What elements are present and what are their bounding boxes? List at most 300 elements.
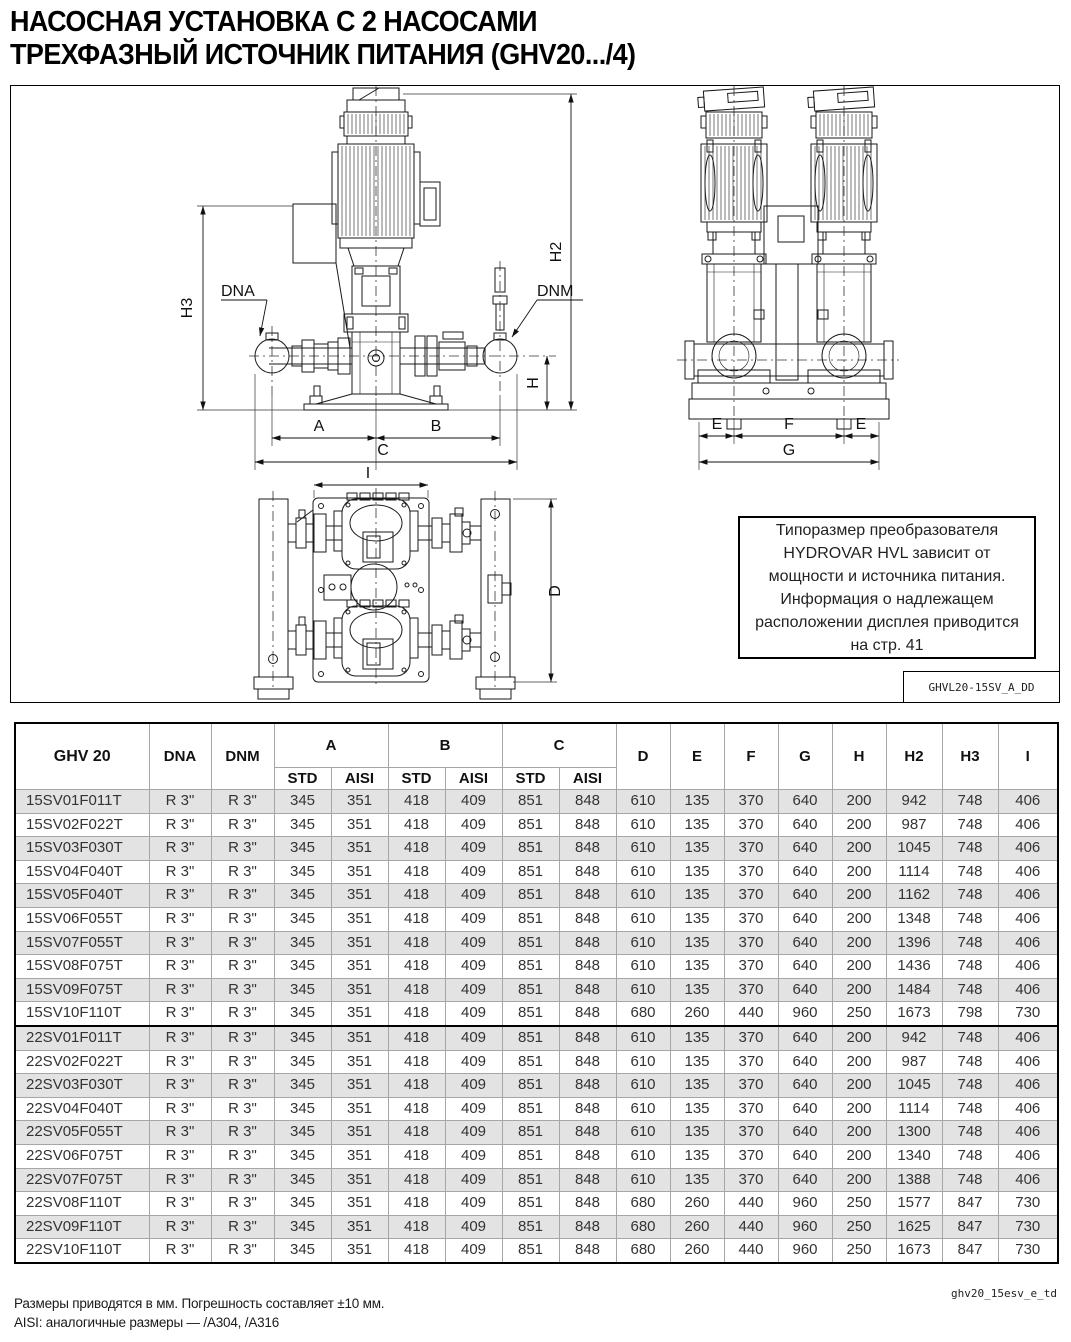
value-cell: 135 xyxy=(670,884,724,908)
value-cell: 351 xyxy=(331,860,388,884)
value-cell: 409 xyxy=(445,1097,502,1121)
value-cell: 345 xyxy=(274,1168,331,1192)
value-cell: 1388 xyxy=(886,1168,942,1192)
table-row xyxy=(15,1168,1058,1192)
value-cell: 1162 xyxy=(886,884,942,908)
value-cell: 351 xyxy=(331,790,388,814)
value-cell: 418 xyxy=(388,1144,445,1168)
table-row xyxy=(15,837,1058,861)
value-cell: 848 xyxy=(559,931,616,955)
model-cell: 22SV01F011T xyxy=(15,1026,149,1050)
value-cell: 345 xyxy=(274,1074,331,1098)
top-view xyxy=(254,488,515,699)
hydrovar-note-text: Типоразмер преобразователя HYDROVAR HVL зависит от мощности и источника питания. Информация о надлежащем расположении дисплея приводится на стр. 41 xyxy=(755,521,1019,654)
value-cell: 409 xyxy=(445,790,502,814)
value-cell: 1045 xyxy=(886,1074,942,1098)
value-cell: 848 xyxy=(559,978,616,1002)
table-row xyxy=(15,1121,1058,1145)
value-cell: 370 xyxy=(724,860,778,884)
value-cell: 135 xyxy=(670,1074,724,1098)
col-header-h: H xyxy=(832,723,886,790)
value-cell: 848 xyxy=(559,837,616,861)
value-cell: 345 xyxy=(274,1239,331,1263)
value-cell: 730 xyxy=(998,1239,1058,1263)
value-cell: 847 xyxy=(942,1215,998,1239)
value-cell: 135 xyxy=(670,978,724,1002)
value-cell: 851 xyxy=(502,1121,559,1145)
front-view-dimensions xyxy=(179,94,583,470)
dim-label-a: A xyxy=(313,418,325,435)
value-cell: 848 xyxy=(559,1239,616,1263)
value-cell: 409 xyxy=(445,1026,502,1050)
value-cell: 409 xyxy=(445,860,502,884)
value-cell: R 3" xyxy=(211,1074,274,1098)
value-cell: 370 xyxy=(724,813,778,837)
value-cell: 610 xyxy=(616,1121,670,1145)
dim-label-h: H xyxy=(525,377,542,389)
value-cell: 200 xyxy=(832,1026,886,1050)
value-cell: 610 xyxy=(616,1026,670,1050)
value-cell: 1348 xyxy=(886,907,942,931)
value-cell: 200 xyxy=(832,837,886,861)
model-cell: 22SV02F022T xyxy=(15,1050,149,1074)
value-cell: 409 xyxy=(445,1239,502,1263)
model-cell: 22SV09F110T xyxy=(15,1215,149,1239)
table-row xyxy=(15,790,1058,814)
value-cell: 345 xyxy=(274,813,331,837)
dim-label-h3: H3 xyxy=(179,297,196,319)
value-cell: 200 xyxy=(832,1050,886,1074)
value-cell: 960 xyxy=(778,1002,832,1026)
value-cell: 351 xyxy=(331,837,388,861)
value-cell: 748 xyxy=(942,1121,998,1145)
value-cell: R 3" xyxy=(149,1144,211,1168)
value-cell: 345 xyxy=(274,1192,331,1216)
value-cell: 406 xyxy=(998,860,1058,884)
value-cell: 406 xyxy=(998,837,1058,861)
value-cell: 200 xyxy=(832,1144,886,1168)
value-cell: R 3" xyxy=(211,837,274,861)
document-code: ghv20_15esv_e_td xyxy=(951,1287,1057,1300)
value-cell: 200 xyxy=(832,1097,886,1121)
value-cell: 640 xyxy=(778,837,832,861)
table-row xyxy=(15,907,1058,931)
value-cell: 345 xyxy=(274,837,331,861)
value-cell: 1577 xyxy=(886,1192,942,1216)
model-cell: 15SV01F011T xyxy=(15,790,149,814)
value-cell: 847 xyxy=(942,1192,998,1216)
value-cell: 610 xyxy=(616,860,670,884)
value-cell: 640 xyxy=(778,907,832,931)
value-cell: 748 xyxy=(942,790,998,814)
value-cell: 351 xyxy=(331,813,388,837)
value-cell: 200 xyxy=(832,931,886,955)
value-cell: 345 xyxy=(274,884,331,908)
dim-label-c: C xyxy=(377,442,389,459)
value-cell: 351 xyxy=(331,978,388,1002)
table-row xyxy=(15,860,1058,884)
value-cell: 748 xyxy=(942,813,998,837)
value-cell: 250 xyxy=(832,1215,886,1239)
value-cell: 851 xyxy=(502,978,559,1002)
value-cell: 351 xyxy=(331,1168,388,1192)
model-cell: 15SV03F030T xyxy=(15,837,149,861)
value-cell: 640 xyxy=(778,790,832,814)
value-cell: 351 xyxy=(331,907,388,931)
value-cell: 409 xyxy=(445,1192,502,1216)
technical-drawing xyxy=(10,85,1060,703)
value-cell: 351 xyxy=(331,1002,388,1026)
value-cell: 960 xyxy=(778,1192,832,1216)
value-cell: 418 xyxy=(388,1168,445,1192)
value-cell: 748 xyxy=(942,1050,998,1074)
value-cell: 1484 xyxy=(886,978,942,1002)
value-cell: 406 xyxy=(998,978,1058,1002)
dim-label-b: B xyxy=(430,418,442,435)
value-cell: R 3" xyxy=(211,884,274,908)
footer-note-aisi: AISI: аналогичные размеры — /A304, /A316 xyxy=(14,1315,280,1330)
value-cell: R 3" xyxy=(211,1121,274,1145)
value-cell: 135 xyxy=(670,907,724,931)
subheader-c-aisi: AISI xyxy=(559,768,616,790)
value-cell: 409 xyxy=(445,955,502,979)
value-cell: R 3" xyxy=(149,1026,211,1050)
col-header-model: GHV 20 xyxy=(15,723,149,790)
value-cell: 748 xyxy=(942,1074,998,1098)
value-cell: 200 xyxy=(832,860,886,884)
value-cell: 942 xyxy=(886,790,942,814)
value-cell: 370 xyxy=(724,1144,778,1168)
value-cell: 942 xyxy=(886,1026,942,1050)
value-cell: 406 xyxy=(998,790,1058,814)
col-group-c: C xyxy=(502,723,616,768)
value-cell: 610 xyxy=(616,1144,670,1168)
value-cell: 610 xyxy=(616,978,670,1002)
value-cell: 409 xyxy=(445,931,502,955)
value-cell: R 3" xyxy=(149,1168,211,1192)
value-cell: 1114 xyxy=(886,1097,942,1121)
value-cell: 851 xyxy=(502,1144,559,1168)
value-cell: 851 xyxy=(502,1002,559,1026)
value-cell: R 3" xyxy=(149,813,211,837)
col-header-e: E xyxy=(670,723,724,790)
value-cell: R 3" xyxy=(211,907,274,931)
value-cell: 370 xyxy=(724,790,778,814)
value-cell: R 3" xyxy=(211,860,274,884)
value-cell: R 3" xyxy=(211,1097,274,1121)
value-cell: 409 xyxy=(445,1215,502,1239)
value-cell: 135 xyxy=(670,931,724,955)
value-cell: 851 xyxy=(502,931,559,955)
value-cell: 409 xyxy=(445,1121,502,1145)
value-cell: 848 xyxy=(559,790,616,814)
value-cell: 370 xyxy=(724,907,778,931)
model-cell: 15SV04F040T xyxy=(15,860,149,884)
value-cell: R 3" xyxy=(211,931,274,955)
value-cell: 418 xyxy=(388,1026,445,1050)
model-cell: 15SV07F055T xyxy=(15,931,149,955)
page-title xyxy=(10,6,635,72)
value-cell: 798 xyxy=(942,1002,998,1026)
value-cell: 610 xyxy=(616,907,670,931)
table-row xyxy=(15,1002,1058,1026)
value-cell: R 3" xyxy=(211,978,274,1002)
value-cell: 345 xyxy=(274,790,331,814)
value-cell: R 3" xyxy=(211,790,274,814)
value-cell: 640 xyxy=(778,1097,832,1121)
value-cell: 351 xyxy=(331,931,388,955)
value-cell: 960 xyxy=(778,1215,832,1239)
value-cell: 418 xyxy=(388,1192,445,1216)
value-cell: R 3" xyxy=(149,1121,211,1145)
value-cell: 418 xyxy=(388,884,445,908)
hydrovar-note-box xyxy=(738,516,1036,659)
value-cell: 610 xyxy=(616,1074,670,1098)
value-cell: 406 xyxy=(998,813,1058,837)
value-cell: 640 xyxy=(778,1074,832,1098)
value-cell: 851 xyxy=(502,837,559,861)
value-cell: 610 xyxy=(616,884,670,908)
value-cell: 418 xyxy=(388,955,445,979)
model-cell: 22SV10F110T xyxy=(15,1239,149,1263)
value-cell: 409 xyxy=(445,1050,502,1074)
model-cell: 15SV02F022T xyxy=(15,813,149,837)
value-cell: 610 xyxy=(616,1168,670,1192)
value-cell: 370 xyxy=(724,1026,778,1050)
value-cell: 748 xyxy=(942,1097,998,1121)
value-cell: 848 xyxy=(559,907,616,931)
value-cell: 640 xyxy=(778,813,832,837)
value-cell: 748 xyxy=(942,1026,998,1050)
value-cell: 351 xyxy=(331,884,388,908)
value-cell: 409 xyxy=(445,907,502,931)
value-cell: 1436 xyxy=(886,955,942,979)
value-cell: 848 xyxy=(559,1215,616,1239)
col-header-dna: DNA xyxy=(149,723,211,790)
page-title-line1: НАСОСНАЯ УСТАНОВКА С 2 НАСОСАМИ xyxy=(10,6,537,38)
value-cell: 851 xyxy=(502,1097,559,1121)
subheader-b-aisi: AISI xyxy=(445,768,502,790)
table-row xyxy=(15,1192,1058,1216)
value-cell: 851 xyxy=(502,907,559,931)
value-cell: 135 xyxy=(670,1168,724,1192)
value-cell: R 3" xyxy=(211,1239,274,1263)
subheader-b-std: STD xyxy=(388,768,445,790)
value-cell: 418 xyxy=(388,931,445,955)
dim-label-d: D xyxy=(547,585,564,597)
value-cell: 200 xyxy=(832,884,886,908)
value-cell: 848 xyxy=(559,884,616,908)
model-cell: 15SV08F075T xyxy=(15,955,149,979)
value-cell: 680 xyxy=(616,1192,670,1216)
value-cell: 851 xyxy=(502,1050,559,1074)
value-cell: 409 xyxy=(445,837,502,861)
value-cell: 640 xyxy=(778,1168,832,1192)
value-cell: 250 xyxy=(832,1192,886,1216)
value-cell: 406 xyxy=(998,1097,1058,1121)
table-row xyxy=(15,931,1058,955)
value-cell: R 3" xyxy=(149,1215,211,1239)
value-cell: 406 xyxy=(998,1050,1058,1074)
value-cell: R 3" xyxy=(149,860,211,884)
value-cell: 406 xyxy=(998,1144,1058,1168)
col-header-d: D xyxy=(616,723,670,790)
value-cell: R 3" xyxy=(211,1026,274,1050)
value-cell: 848 xyxy=(559,1144,616,1168)
value-cell: 351 xyxy=(331,1074,388,1098)
value-cell: 345 xyxy=(274,931,331,955)
value-cell: 851 xyxy=(502,813,559,837)
value-cell: 851 xyxy=(502,1192,559,1216)
value-cell: 418 xyxy=(388,837,445,861)
value-cell: 200 xyxy=(832,978,886,1002)
value-cell: 200 xyxy=(832,1168,886,1192)
value-cell: 418 xyxy=(388,860,445,884)
value-cell: 640 xyxy=(778,860,832,884)
value-cell: 135 xyxy=(670,790,724,814)
value-cell: 748 xyxy=(942,860,998,884)
dim-label-i: I xyxy=(365,465,371,482)
value-cell: 418 xyxy=(388,813,445,837)
model-cell: 22SV07F075T xyxy=(15,1168,149,1192)
model-cell: 15SV09F075T xyxy=(15,978,149,1002)
value-cell: 200 xyxy=(832,1121,886,1145)
value-cell: 848 xyxy=(559,1002,616,1026)
value-cell: 418 xyxy=(388,1215,445,1239)
value-cell: R 3" xyxy=(149,978,211,1002)
value-cell: 1673 xyxy=(886,1239,942,1263)
value-cell: 351 xyxy=(331,1215,388,1239)
value-cell: 440 xyxy=(724,1239,778,1263)
value-cell: 418 xyxy=(388,790,445,814)
col-header-h3: H3 xyxy=(942,723,998,790)
value-cell: R 3" xyxy=(149,955,211,979)
value-cell: 418 xyxy=(388,1097,445,1121)
value-cell: 610 xyxy=(616,931,670,955)
table-row xyxy=(15,1215,1058,1239)
dim-label-dna: DNA xyxy=(221,283,255,300)
value-cell: 345 xyxy=(274,860,331,884)
page-title-line2: ТРЕХФАЗНЫЙ ИСТОЧНИК ПИТАНИЯ (GHV20.../4) xyxy=(10,39,636,71)
value-cell: 610 xyxy=(616,790,670,814)
table-row xyxy=(15,1026,1058,1050)
value-cell: 851 xyxy=(502,1168,559,1192)
value-cell: 135 xyxy=(670,1026,724,1050)
value-cell: 409 xyxy=(445,1074,502,1098)
side-view xyxy=(677,86,899,429)
value-cell: 135 xyxy=(670,1050,724,1074)
value-cell: 848 xyxy=(559,813,616,837)
value-cell: 680 xyxy=(616,1215,670,1239)
table-row xyxy=(15,1074,1058,1098)
model-cell: 15SV05F040T xyxy=(15,884,149,908)
value-cell: 409 xyxy=(445,1144,502,1168)
value-cell: 345 xyxy=(274,1050,331,1074)
value-cell: 200 xyxy=(832,790,886,814)
value-cell: 640 xyxy=(778,1026,832,1050)
table-body xyxy=(15,790,1058,1263)
value-cell: 406 xyxy=(998,1074,1058,1098)
table-row xyxy=(15,813,1058,837)
value-cell: R 3" xyxy=(211,813,274,837)
value-cell: 351 xyxy=(331,955,388,979)
value-cell: R 3" xyxy=(211,1168,274,1192)
value-cell: R 3" xyxy=(149,884,211,908)
table-row xyxy=(15,1097,1058,1121)
value-cell: 260 xyxy=(670,1002,724,1026)
value-cell: 851 xyxy=(502,860,559,884)
value-cell: 370 xyxy=(724,837,778,861)
value-cell: 748 xyxy=(942,1168,998,1192)
value-cell: 1340 xyxy=(886,1144,942,1168)
table-row xyxy=(15,955,1058,979)
value-cell: 748 xyxy=(942,1144,998,1168)
value-cell: 135 xyxy=(670,1144,724,1168)
model-cell: 22SV03F030T xyxy=(15,1074,149,1098)
model-cell: 15SV06F055T xyxy=(15,907,149,931)
value-cell: 640 xyxy=(778,1121,832,1145)
value-cell: 351 xyxy=(331,1097,388,1121)
subheader-a-std: STD xyxy=(274,768,331,790)
value-cell: 851 xyxy=(502,884,559,908)
value-cell: 987 xyxy=(886,813,942,837)
value-cell: 200 xyxy=(832,955,886,979)
value-cell: 345 xyxy=(274,1097,331,1121)
value-cell: R 3" xyxy=(211,955,274,979)
dimensions-table xyxy=(14,722,1059,1264)
value-cell: 748 xyxy=(942,978,998,1002)
value-cell: 1045 xyxy=(886,837,942,861)
value-cell: 1396 xyxy=(886,931,942,955)
value-cell: 135 xyxy=(670,813,724,837)
model-cell: 22SV06F075T xyxy=(15,1144,149,1168)
footer-note-units: Размеры приводятся в мм. Погрешность составляет ±10 мм. xyxy=(14,1296,385,1311)
value-cell: 200 xyxy=(832,907,886,931)
value-cell: 610 xyxy=(616,955,670,979)
table-row xyxy=(15,978,1058,1002)
value-cell: 748 xyxy=(942,931,998,955)
value-cell: 406 xyxy=(998,931,1058,955)
value-cell: R 3" xyxy=(211,1215,274,1239)
value-cell: 610 xyxy=(616,837,670,861)
value-cell: 406 xyxy=(998,884,1058,908)
value-cell: 848 xyxy=(559,1026,616,1050)
value-cell: 351 xyxy=(331,1239,388,1263)
subheader-a-aisi: AISI xyxy=(331,768,388,790)
value-cell: 406 xyxy=(998,907,1058,931)
value-cell: 848 xyxy=(559,955,616,979)
value-cell: 848 xyxy=(559,860,616,884)
value-cell: 748 xyxy=(942,837,998,861)
drawing-code: GHVL20-15SV_A_DD xyxy=(928,680,1035,694)
col-header-dnm: DNM xyxy=(211,723,274,790)
value-cell: 370 xyxy=(724,978,778,1002)
col-group-a: A xyxy=(274,723,388,768)
value-cell: 987 xyxy=(886,1050,942,1074)
value-cell: 250 xyxy=(832,1002,886,1026)
value-cell: 135 xyxy=(670,860,724,884)
value-cell: 640 xyxy=(778,1050,832,1074)
value-cell: 370 xyxy=(724,1121,778,1145)
value-cell: 610 xyxy=(616,813,670,837)
value-cell: 851 xyxy=(502,790,559,814)
value-cell: 345 xyxy=(274,1026,331,1050)
model-cell: 22SV04F040T xyxy=(15,1097,149,1121)
value-cell: 1114 xyxy=(886,860,942,884)
value-cell: 748 xyxy=(942,907,998,931)
value-cell: 370 xyxy=(724,1050,778,1074)
value-cell: 440 xyxy=(724,1002,778,1026)
